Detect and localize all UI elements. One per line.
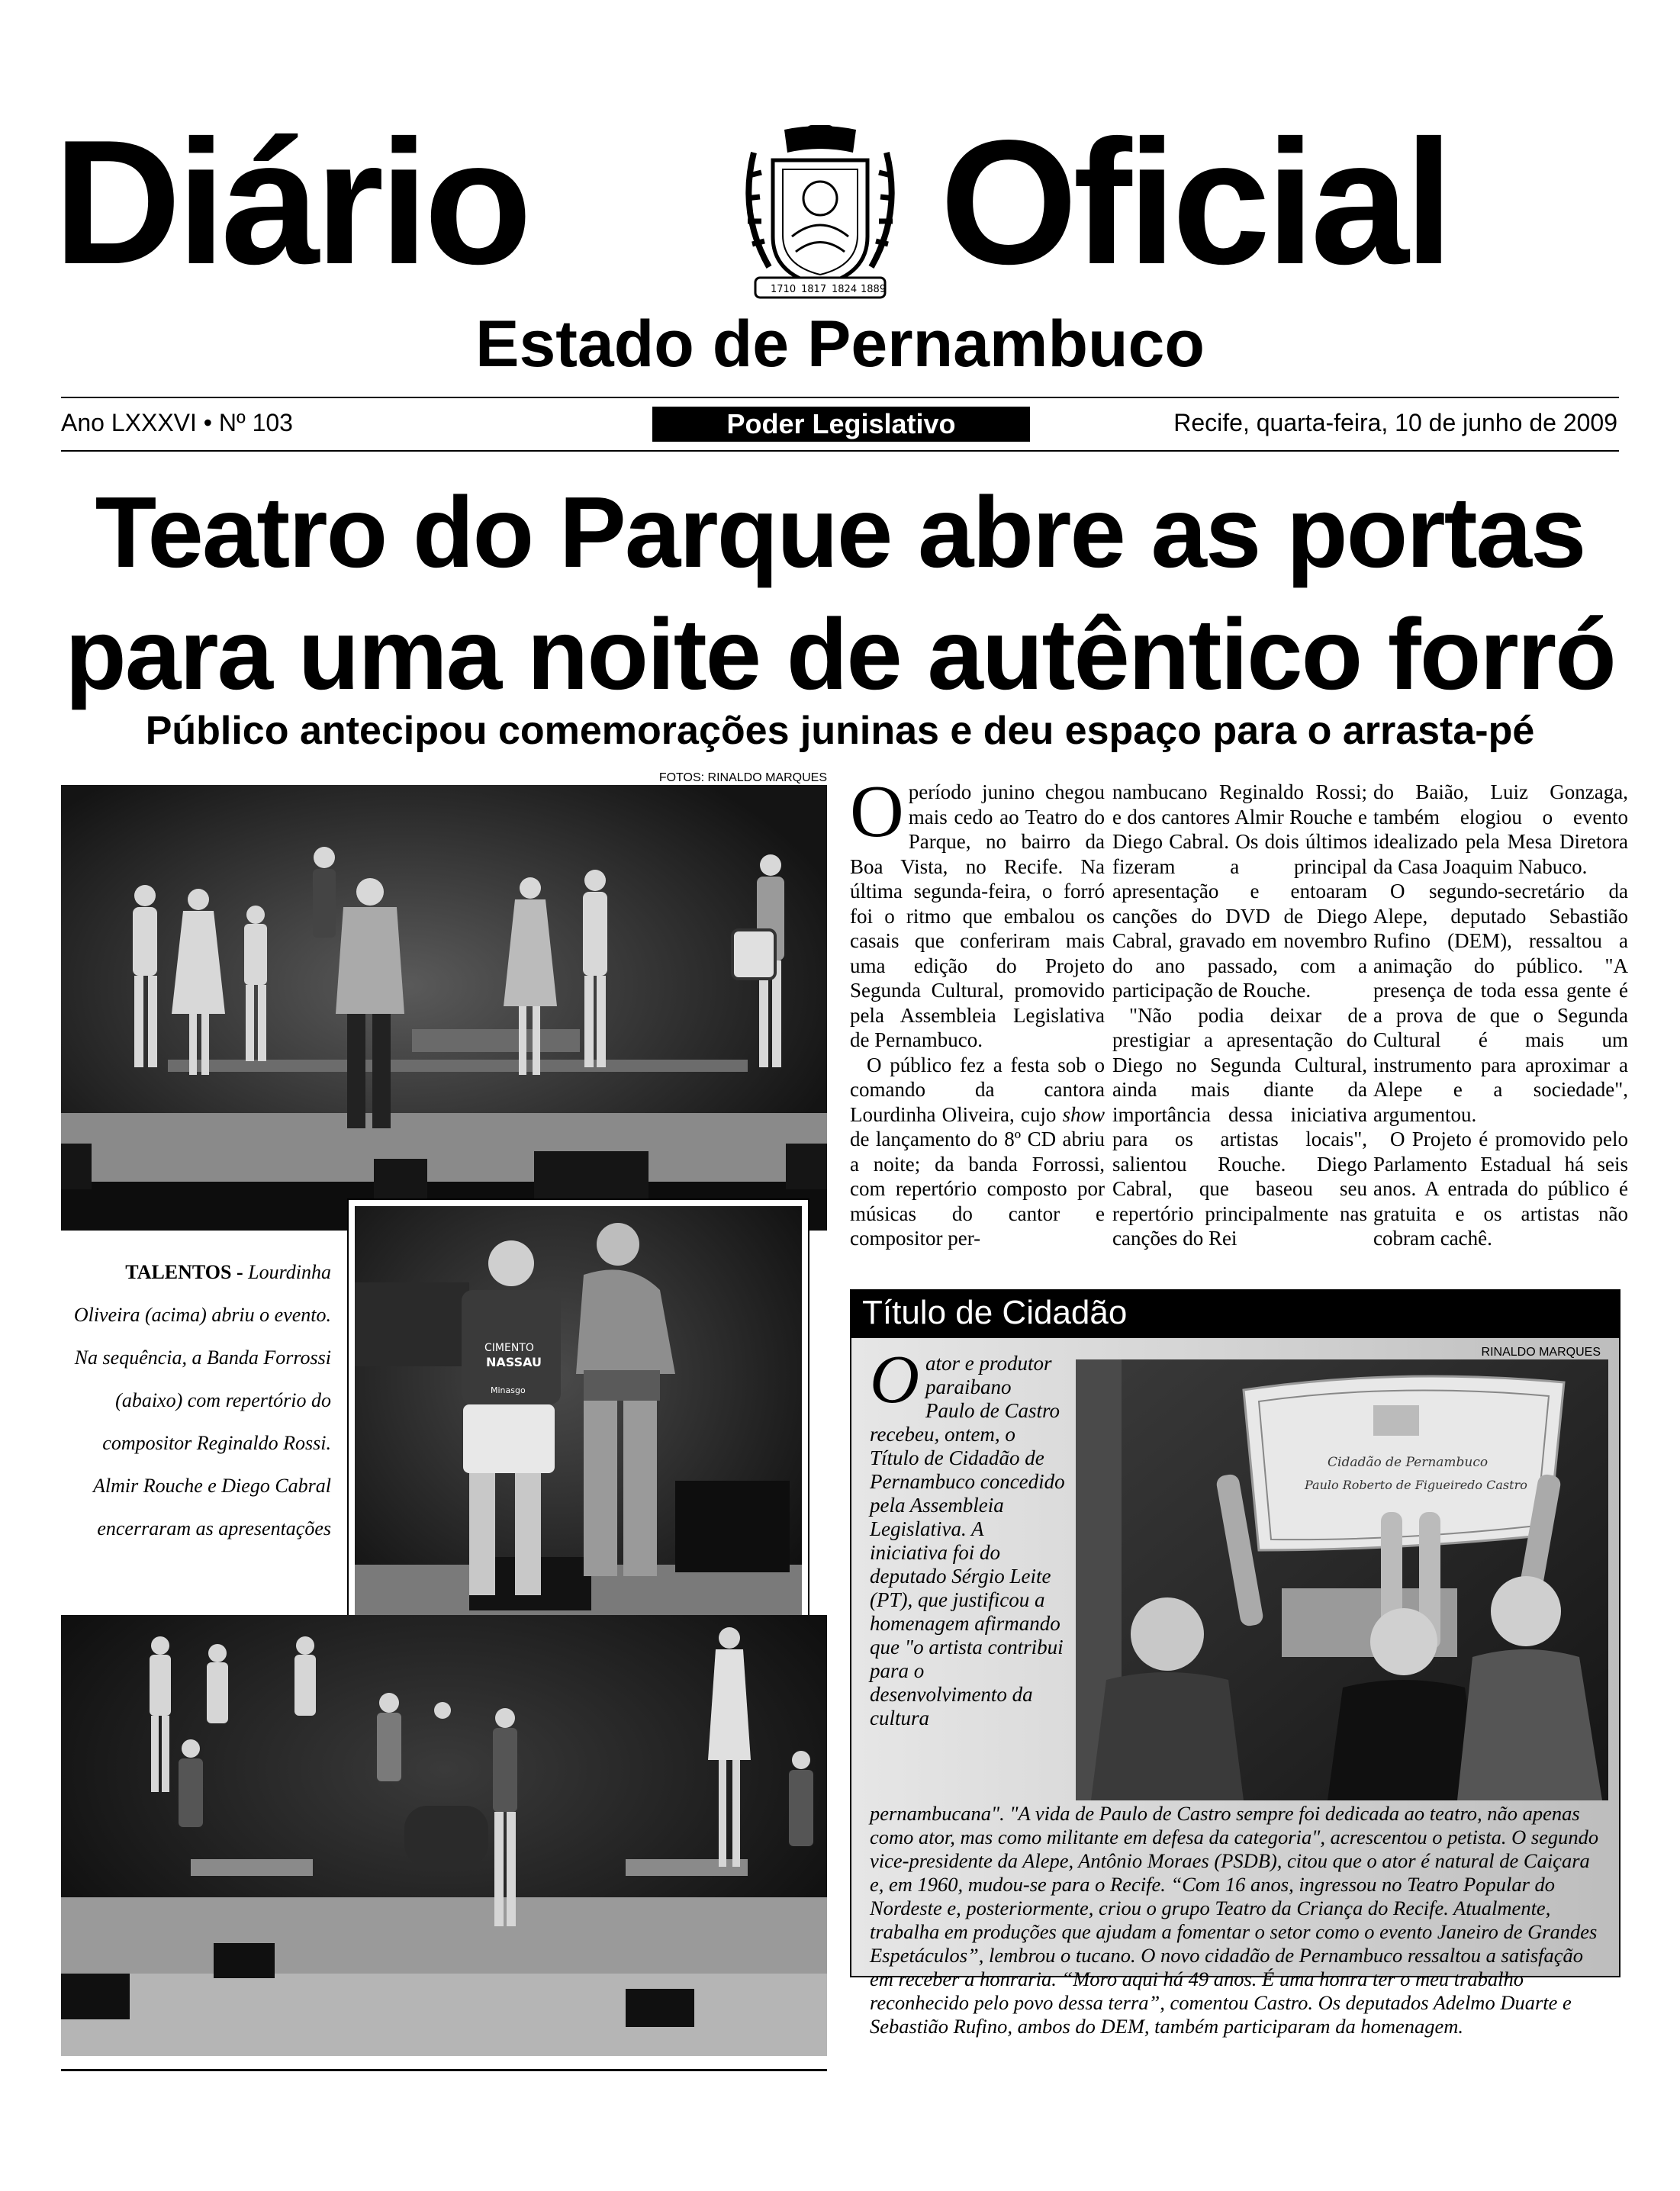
seal-date-4: 1889	[861, 284, 887, 295]
section-tag: Poder Legislativo	[652, 407, 1030, 442]
seal-date-3: 1824	[832, 284, 858, 295]
subheadline: Público antecipou comemorações juninas e deu espaço para o arrasta-pé	[145, 709, 1535, 753]
box-text-body: pernambucana". "A vida de Paulo de Castro sempre foi dedicada ao teatro, não apenas como ator, mas como militante em defesa da categoria", acrescentou o petista. O segundo vice-presidente da Alepe, Antônio Moraes (PSDB), citou que o ator é natural de Caiçara e, em 1960, mudou-se para o Recife. “Com 16 anos, ingressou no Teatro Popular do Nordeste e, posteriormente, criou o grupo Teatro da Criança do Recife. Atualmente, trabalha em produções que ajudam a fomentar o setor como o evento Janeiro de Grandes Espetáculos”, lembrou o tucano. O novo cidadão de Pernambuco ressaltou a satisfação em receber a honraria. “Moro aqui há 49 anos. É uma honra ter o meu trabalho reconhecido pelo povo dessa terra”, comentou Castro. Os deputados Adelmo Duarte e Sebastião Rufino, ambos do DEM, também participaram da homenagem.	[870, 1802, 1599, 2038]
headline-line-2: para uma noite de autêntico forró	[65, 598, 1615, 710]
article-col1-p2-em: show	[1062, 1102, 1105, 1126]
shirt-text-3: Minasgo	[491, 1385, 526, 1395]
article-column-3	[1373, 780, 1628, 1251]
photo-credit: FOTOS: RINALDO MARQUES	[658, 771, 827, 784]
masthead-title-left: Diário	[53, 104, 528, 301]
headline	[31, 471, 1649, 716]
box-photo-credit: RINALDO MARQUES	[1481, 1346, 1601, 1359]
headline-line-1: Teatro do Parque abre as portas	[95, 476, 1585, 588]
article-col1-p1: período junino chegou mais cedo ao Teatro do Parque, no bairro da Boa Vista, no Recife. Na última segunda-feira, o forró foi o ritmo que embalou os casais que conferiram mais uma edição do Projeto Segunda Cultural, promovido pela Assembleia Legislativa de Pernambuco.	[850, 780, 1105, 1051]
photo-diploma-ceremony	[1076, 1359, 1608, 1800]
article-col3-p3: O Projeto é promovido pelo Parlamento Estadual há seis anos. A entrada do público é gratuita e os artistas não cobram cachê.	[1373, 1128, 1628, 1250]
issue-number: Ano LXXXVI • Nº 103	[61, 409, 293, 436]
seal-date-1: 1710	[771, 284, 797, 295]
seal-date-2: 1817	[801, 284, 827, 295]
article-col3-p2: O segundo-secretário da Alepe, deputado Sebastião Rufino (DEM), ressaltou a animação do público. "A presença de toda essa gente é a prova de que o Segunda Cultural é mais um instrumento para aproximar a Alepe e a sociedade", argumentou.	[1373, 880, 1628, 1126]
publication-date: Recife, quarta-feira, 10 de junho de 2009	[1173, 409, 1617, 436]
box-text-intro	[870, 1342, 1065, 1730]
article-col3-p1: do Baião, Luiz Gonzaga, também elogiou o evento idealizado pela Mesa Diretora da Casa Joaquim Nabuco.	[1373, 780, 1628, 878]
photo-stage-performance	[61, 785, 827, 1231]
box-text-top: ator e produtor paraibano Paulo de Castro recebeu, ontem, o Título de Cidadão de Pernambuco concedido pela Assembleia Legislativa. A iniciativa foi do deputado Sérgio Leite (PT), que justificou a homenagem afirmando que "o artista contribui para o desenvolvimento da cultura	[870, 1352, 1065, 1729]
article-col2-p1: nambucano Reginaldo Rossi; e dos cantores Almir Rouche e Diego Cabral. Os dois últimos fizeram a principal apresentação e entoaram canções do DVD de Diego Cabral, gravado em novembro do ano passado, com a participação de Rouche.	[1112, 780, 1367, 1002]
photo-singers-inset	[349, 1200, 808, 1639]
article-dropcap: O	[850, 771, 904, 853]
masthead-rule-bottom	[61, 450, 1619, 452]
masthead-title-right: Oficial	[940, 104, 1450, 301]
masthead-rule-top	[61, 397, 1619, 398]
article-col2-p2: "Não podia deixar de prestigiar a apresentação do Diego no Segunda Cultural, ainda mais diante da importância dessa iniciativa para os artistas locais", salientou Rouche. Diego Cabral, que baseou seu repertório principalmente nas canções do Rei	[1112, 1003, 1367, 1250]
article-column-1	[850, 771, 1105, 1251]
shirt-text-2: NASSAU	[486, 1355, 542, 1369]
masthead-subtitle: Estado de Pernambuco	[475, 307, 1205, 381]
caption-text: Lourdinha Oliveira (acima) abriu o evento. Na sequência, a Banda Forrossi (abaixo) com repertório do compositor Reginaldo Rossi. Almir Rouche e Diego Cabral encerraram as apresentações	[73, 1261, 331, 1539]
photo-band-forrossi	[61, 1615, 827, 2056]
photo-caption	[61, 1251, 331, 1550]
caption-lead: TALENTOS -	[125, 1261, 243, 1283]
article-column-2	[1112, 780, 1367, 1251]
state-seal-icon	[739, 122, 902, 302]
box-title: Título de Cidadão	[850, 1289, 1620, 1337]
diploma-text-2: Paulo Roberto de Figueiredo Castro	[1305, 1478, 1527, 1492]
bottom-rule	[61, 2069, 827, 2071]
article-col1-p2b: de lançamento do 8º CD abriu a noite; da banda Forrossi, com repertório composto por músicas do cantor e compositor per-	[850, 1128, 1105, 1250]
article-col1-p2a: O público fez a festa sob o comando da cantora Lourdinha Oliveira, cujo	[850, 1053, 1105, 1126]
shirt-text-1: CIMENTO	[484, 1342, 534, 1354]
diploma-text-1: Cidadão de Pernambuco	[1328, 1455, 1489, 1470]
box-dropcap: O	[870, 1342, 919, 1417]
